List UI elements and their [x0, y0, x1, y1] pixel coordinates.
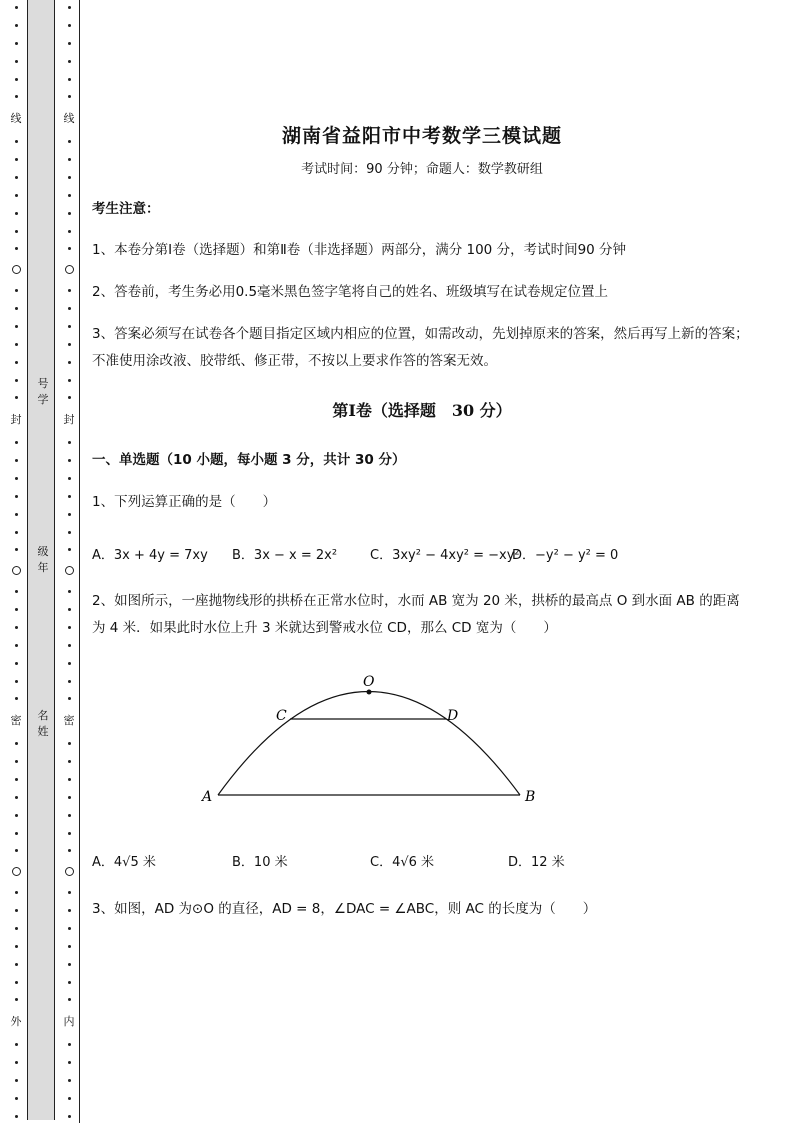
q1-option-d: D．−y² − y² = 0 — [512, 548, 619, 563]
ring-mark — [65, 566, 74, 575]
q2-option-a: A．4√5 米 — [92, 855, 156, 870]
question-1-stem: 1、下列运算正确的是（ ） — [92, 494, 277, 510]
q1-option-c: C．3xy² − 4xy² = −xy² — [370, 548, 520, 563]
q1-option-a: A．3x + 4y = 7xy — [92, 548, 208, 563]
question-3-stem: 3、如图，AD 为⊙O 的直径，AD = 8，∠DAC = ∠ABC，则 AC 的长度为（ ） — [92, 901, 597, 917]
ring-mark — [12, 867, 21, 876]
ring-mark — [65, 867, 74, 876]
notice-item-1: 1、本卷分第Ⅰ卷（选择题）和第Ⅱ卷（非选择题）两部分，满分 100 分，考试时间90 分钟 — [92, 242, 627, 258]
notice-item-2: 2、答卷前，考生务必用0.5毫米黑色签字笔将自己的姓名、班级填写在试卷规定位置上 — [92, 284, 609, 300]
q2-option-b: B．10 米 — [232, 855, 288, 870]
margin-rule — [79, 0, 80, 1123]
seal-char-mi: 密 — [63, 714, 75, 728]
part-heading: 一、单选题（10 小题，每小题 3 分，共计 30 分） — [92, 452, 406, 468]
seal-char-mi: 密 — [10, 714, 22, 728]
seal-char-nei: 内 — [63, 1015, 75, 1029]
ring-mark — [12, 566, 21, 575]
notice-heading: 考生注意： — [92, 201, 160, 217]
label-b: B — [525, 789, 536, 805]
seal-char-xian: 线 — [63, 112, 75, 126]
label-c: C — [276, 708, 287, 724]
arch-curve — [218, 692, 520, 796]
seal-char-feng: 封 — [63, 413, 75, 427]
seal-char-xian: 线 — [10, 112, 22, 126]
label-d: D — [447, 708, 459, 724]
q2-option-c: C．4√6 米 — [370, 855, 435, 870]
section-title: 第Ⅰ卷（选择题 30 分） — [332, 401, 512, 420]
ring-mark — [65, 265, 74, 274]
binding-margin — [0, 0, 90, 1123]
q2-option-d: D．12 米 — [508, 855, 565, 870]
label-a: A — [202, 789, 213, 805]
question-2-stem: 2、如图所示，一座抛物线形的拱桥在正常水位时，水而 AB 宽为 20 米，拱桥的最高点 O 到水面 AB 的距离为 4 米．如果此时水位上升 3 米就达到警戒水位 CD，那么 CD 宽为（ ） — [92, 593, 740, 636]
notice-item-3: 3、答案必须写在试卷各个题目指定区域内相应的位置，如需改动，先划掉原来的答案，然后再写上新的答案；不准使用涂改液、胶带纸、修正带，不按以上要求作答的答案无效。 — [92, 326, 749, 369]
q1-option-b: B．3x − x = 2x² — [232, 548, 338, 563]
right-dotted-seal-line — [62, 6, 76, 1118]
ring-mark — [12, 265, 21, 274]
student-id-label: 号学 — [37, 377, 49, 406]
parabolic-arch-figure — [192, 668, 552, 818]
left-dotted-seal-line — [9, 6, 23, 1118]
exam-subtitle: 考试时间：90 分钟；命题人：数学教研组 — [301, 162, 543, 177]
name-label: 名姓 — [37, 709, 49, 738]
class-label: 级年 — [37, 545, 49, 574]
seal-char-wai: 外 — [10, 1015, 22, 1029]
seal-char-feng: 封 — [10, 413, 22, 427]
exam-title: 湖南省益阳市中考数学三模试题 — [281, 125, 562, 147]
label-o: O — [363, 674, 375, 690]
apex-point-o — [367, 690, 372, 695]
